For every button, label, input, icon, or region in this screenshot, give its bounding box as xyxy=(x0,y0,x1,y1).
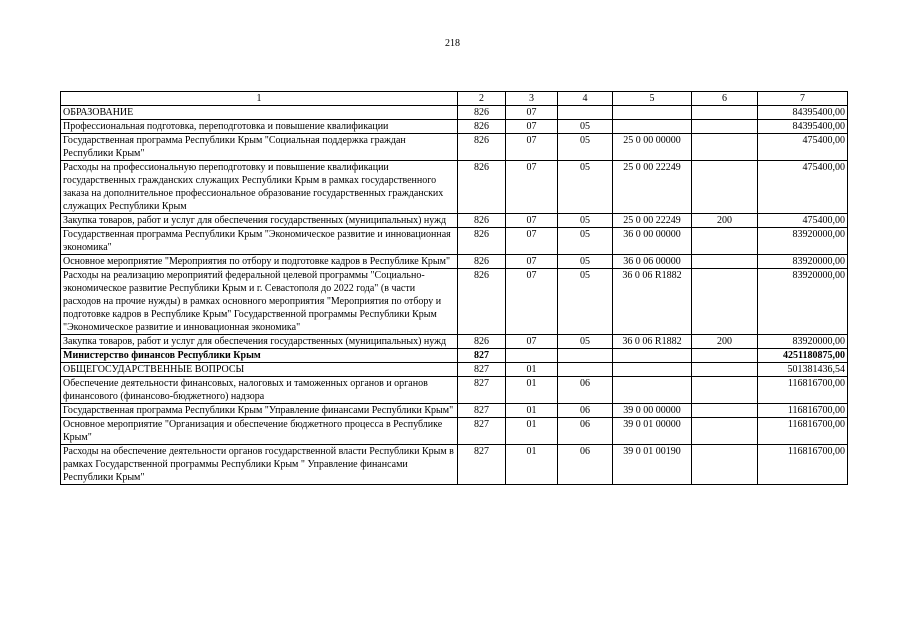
row-code-6 xyxy=(692,269,758,335)
column-header-6: 6 xyxy=(692,92,758,106)
row-name: Расходы на реализацию мероприятий федеральной целевой программы "Социально-экономическое развитие Республики Крым и г. Севастополя до 2022 года" (в части расходов на прочие нужды) в рамках основного мероприятия "Мероприятия по отбору и подготовке кадров в Республике Крым" Государственной программы Республики Крым "Экономическое развитие и инновационная экономика" xyxy=(61,269,458,335)
row-code-6 xyxy=(692,377,758,404)
row-code-4: 06 xyxy=(558,377,613,404)
row-name: Профессиональная подготовка, переподготовка и повышение квалификации xyxy=(61,120,458,134)
row-code-2: 826 xyxy=(458,214,506,228)
table-row xyxy=(61,106,848,120)
row-code-3: 07 xyxy=(506,255,558,269)
row-code-3: 07 xyxy=(506,214,558,228)
table-row xyxy=(61,161,848,214)
row-code-2: 827 xyxy=(458,418,506,445)
row-code-3 xyxy=(506,349,558,363)
row-code-2: 826 xyxy=(458,161,506,214)
column-header-5: 5 xyxy=(613,92,692,106)
table-row xyxy=(61,335,848,349)
budget-table xyxy=(60,91,848,485)
column-header-3: 3 xyxy=(506,92,558,106)
row-code-2: 826 xyxy=(458,106,506,120)
row-name: Государственная программа Республики Крым "Управление финансами Республики Крым" xyxy=(61,404,458,418)
row-amount: 84395400,00 xyxy=(758,106,848,120)
row-code-4: 06 xyxy=(558,445,613,485)
row-name: Обеспечение деятельности финансовых, налоговых и таможенных органов и органов финансового (финансово-бюджетного) надзора xyxy=(61,377,458,404)
row-code-5: 39 0 00 00000 xyxy=(613,404,692,418)
row-code-4: 05 xyxy=(558,161,613,214)
row-code-2: 827 xyxy=(458,445,506,485)
row-name: Министерство финансов Республики Крым xyxy=(61,349,458,363)
row-name: ОБЩЕГОСУДАРСТВЕННЫЕ ВОПРОСЫ xyxy=(61,363,458,377)
row-code-2: 826 xyxy=(458,228,506,255)
row-amount: 4251180875,00 xyxy=(758,349,848,363)
row-code-5: 25 0 00 22249 xyxy=(613,161,692,214)
table-row xyxy=(61,418,848,445)
row-code-2: 826 xyxy=(458,134,506,161)
row-amount: 83920000,00 xyxy=(758,269,848,335)
row-code-3: 01 xyxy=(506,363,558,377)
row-code-3: 01 xyxy=(506,418,558,445)
row-code-4: 05 xyxy=(558,255,613,269)
row-code-4 xyxy=(558,349,613,363)
row-name: Расходы на профессиональную переподготовку и повышение квалификации государственных гражданских служащих Республики Крым в рамках государственного заказа на дополнительное профессиональное образование государственных гражданских служащих Республики Крым xyxy=(61,161,458,214)
row-amount: 475400,00 xyxy=(758,214,848,228)
row-code-5 xyxy=(613,120,692,134)
row-code-6 xyxy=(692,349,758,363)
table-row xyxy=(61,255,848,269)
row-code-3: 07 xyxy=(506,228,558,255)
row-amount: 501381436,54 xyxy=(758,363,848,377)
row-amount: 83920000,00 xyxy=(758,228,848,255)
row-name: Государственная программа Республики Крым "Социальная поддержка граждан Республики Крым" xyxy=(61,134,458,161)
row-code-5: 25 0 00 00000 xyxy=(613,134,692,161)
row-code-2: 827 xyxy=(458,349,506,363)
table-row xyxy=(61,363,848,377)
row-amount: 475400,00 xyxy=(758,134,848,161)
row-amount: 116816700,00 xyxy=(758,404,848,418)
row-amount: 475400,00 xyxy=(758,161,848,214)
table-row xyxy=(61,404,848,418)
row-amount: 116816700,00 xyxy=(758,377,848,404)
row-name: Основное мероприятие "Мероприятия по отбору и подготовке кадров в Республике Крым" xyxy=(61,255,458,269)
row-code-6 xyxy=(692,134,758,161)
row-code-5: 36 0 06 00000 xyxy=(613,255,692,269)
row-code-2: 826 xyxy=(458,335,506,349)
row-code-4: 06 xyxy=(558,418,613,445)
row-code-3: 07 xyxy=(506,134,558,161)
header-row xyxy=(61,92,848,106)
row-code-4: 05 xyxy=(558,335,613,349)
row-amount: 116816700,00 xyxy=(758,445,848,485)
row-code-2: 826 xyxy=(458,120,506,134)
row-code-5: 39 0 01 00000 xyxy=(613,418,692,445)
column-header-1: 1 xyxy=(61,92,458,106)
row-code-6 xyxy=(692,106,758,120)
column-header-7: 7 xyxy=(758,92,848,106)
table-row xyxy=(61,377,848,404)
row-code-2: 826 xyxy=(458,269,506,335)
row-code-4: 05 xyxy=(558,214,613,228)
row-code-5: 36 0 00 00000 xyxy=(613,228,692,255)
row-code-3: 07 xyxy=(506,269,558,335)
row-code-6 xyxy=(692,255,758,269)
table-row xyxy=(61,349,848,363)
row-name: Закупка товаров, работ и услуг для обеспечения государственных (муниципальных) нужд xyxy=(61,335,458,349)
row-code-6 xyxy=(692,363,758,377)
row-code-3: 01 xyxy=(506,445,558,485)
row-name: ОБРАЗОВАНИЕ xyxy=(61,106,458,120)
row-code-5 xyxy=(613,349,692,363)
row-code-6 xyxy=(692,161,758,214)
row-name: Расходы на обеспечение деятельности органов государственной власти Республики Крым в рамках Государственной программы Республики Крым " Управление финансами Республики Крым" xyxy=(61,445,458,485)
row-code-5: 36 0 06 R1882 xyxy=(613,335,692,349)
row-amount: 83920000,00 xyxy=(758,255,848,269)
column-header-2: 2 xyxy=(458,92,506,106)
row-code-4: 06 xyxy=(558,404,613,418)
column-header-4: 4 xyxy=(558,92,613,106)
row-code-5: 39 0 01 00190 xyxy=(613,445,692,485)
row-code-4: 05 xyxy=(558,269,613,335)
row-code-6: 200 xyxy=(692,335,758,349)
row-amount: 116816700,00 xyxy=(758,418,848,445)
row-code-2: 827 xyxy=(458,363,506,377)
row-code-2: 827 xyxy=(458,404,506,418)
row-code-5 xyxy=(613,106,692,120)
table-row xyxy=(61,134,848,161)
row-code-6 xyxy=(692,120,758,134)
page-number: 218 xyxy=(445,38,460,49)
row-code-4: 05 xyxy=(558,228,613,255)
row-code-6 xyxy=(692,228,758,255)
row-code-5 xyxy=(613,363,692,377)
table-row xyxy=(61,269,848,335)
row-code-3: 07 xyxy=(506,335,558,349)
row-code-4 xyxy=(558,106,613,120)
row-code-6: 200 xyxy=(692,214,758,228)
row-code-3: 07 xyxy=(506,120,558,134)
row-name: Основное мероприятие "Организация и обеспечение бюджетного процесса в Республике Крым" xyxy=(61,418,458,445)
row-code-2: 826 xyxy=(458,255,506,269)
row-code-6 xyxy=(692,404,758,418)
row-amount: 83920000,00 xyxy=(758,335,848,349)
row-name: Государственная программа Республики Крым "Экономическое развитие и инновационная экономика" xyxy=(61,228,458,255)
row-code-4: 05 xyxy=(558,120,613,134)
row-amount: 84395400,00 xyxy=(758,120,848,134)
row-code-3: 07 xyxy=(506,161,558,214)
row-code-3: 01 xyxy=(506,377,558,404)
row-code-2: 827 xyxy=(458,377,506,404)
row-code-5: 36 0 06 R1882 xyxy=(613,269,692,335)
row-code-5 xyxy=(613,377,692,404)
table-row xyxy=(61,120,848,134)
table-row xyxy=(61,228,848,255)
row-code-4 xyxy=(558,363,613,377)
row-code-3: 07 xyxy=(506,106,558,120)
row-name: Закупка товаров, работ и услуг для обеспечения государственных (муниципальных) нужд xyxy=(61,214,458,228)
row-code-4: 05 xyxy=(558,134,613,161)
row-code-6 xyxy=(692,418,758,445)
table-row xyxy=(61,214,848,228)
table-row xyxy=(61,445,848,485)
row-code-3: 01 xyxy=(506,404,558,418)
row-code-6 xyxy=(692,445,758,485)
row-code-5: 25 0 00 22249 xyxy=(613,214,692,228)
